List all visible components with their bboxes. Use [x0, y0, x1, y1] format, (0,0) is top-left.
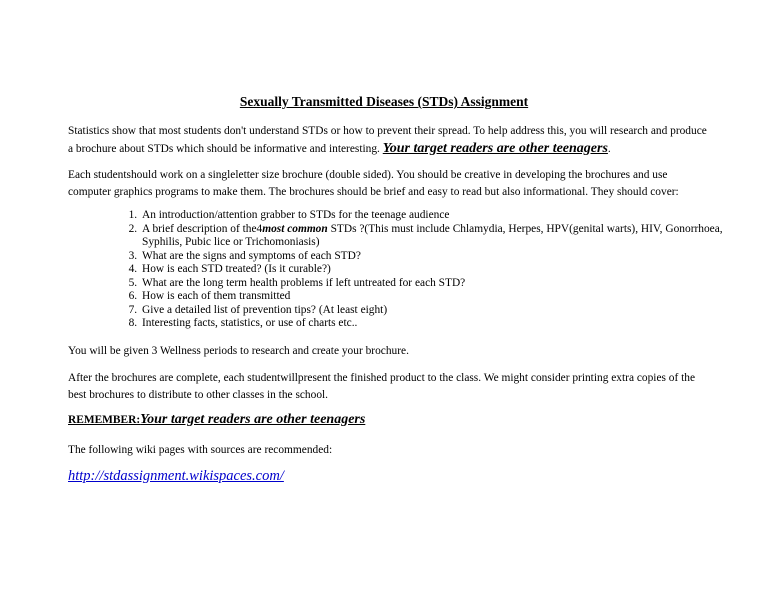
list-item: 8. Interesting facts, statistics, or use of charts etc..	[140, 317, 740, 331]
list-item: 6. How is each of them transmitted	[140, 290, 740, 304]
wiki-intro: The following wiki pages with sources are recommended:	[68, 444, 333, 456]
instructions-paragraph: Each studentshould work on a singleletter size brochure (double sided). You should be creative in developing the brochures and use computer graphics programs to make them. The brochures should be brief and easy to read but also informational. They should cover:	[68, 169, 679, 198]
remember-text: Your target readers are other teenagers	[140, 412, 366, 427]
after-paragraph: After the brochures are complete, each studentwillpresent the finished product to the class. We might consider printing extra copies of the best brochures to distribute to other classes in the school.	[68, 372, 696, 401]
requirements-list	[100, 209, 740, 331]
list-item: 1. An introduction/attention grabber to STDs for the teenage audience	[140, 209, 740, 223]
document-title: Sexually Transmitted Diseases (STDs) Assignment	[239, 94, 529, 109]
list-item: 2. A brief description of the4most common STDs ?(This must include Chlamydia, Herpes, HPV(genital warts), HIV, Gonorrhoea, Syphilis, Pubic lice or Trichomoniasis)	[140, 223, 740, 250]
wellness-paragraph: You will be given 3 Wellness periods to research and create your brochure.	[68, 345, 409, 357]
intro-paragraph	[68, 123, 708, 158]
list-item: 5. What are the long term health problems if left untreated for each STD?	[140, 277, 740, 291]
remember-line	[68, 412, 365, 428]
list-item: 4. How is each STD treated? (Is it curable?)	[140, 263, 740, 277]
list-item: 3. What are the signs and symptoms of each STD?	[140, 250, 740, 264]
list-item: 7. Give a detailed list of prevention tips? (At least eight)	[140, 304, 740, 318]
wiki-link[interactable]: http://stdassignment.wikispaces.com/	[68, 468, 284, 484]
remember-label: REMEMBER:	[68, 414, 141, 426]
intro-end: .	[607, 143, 611, 155]
intro-text: Statistics show that most students don't understand STDs or how to prevent their spread. To help address this, you will research and produce a brochure about STDs which should be informative and interesting.	[68, 125, 707, 155]
intro-emphasis: Your target readers are other teenagers	[382, 141, 608, 156]
